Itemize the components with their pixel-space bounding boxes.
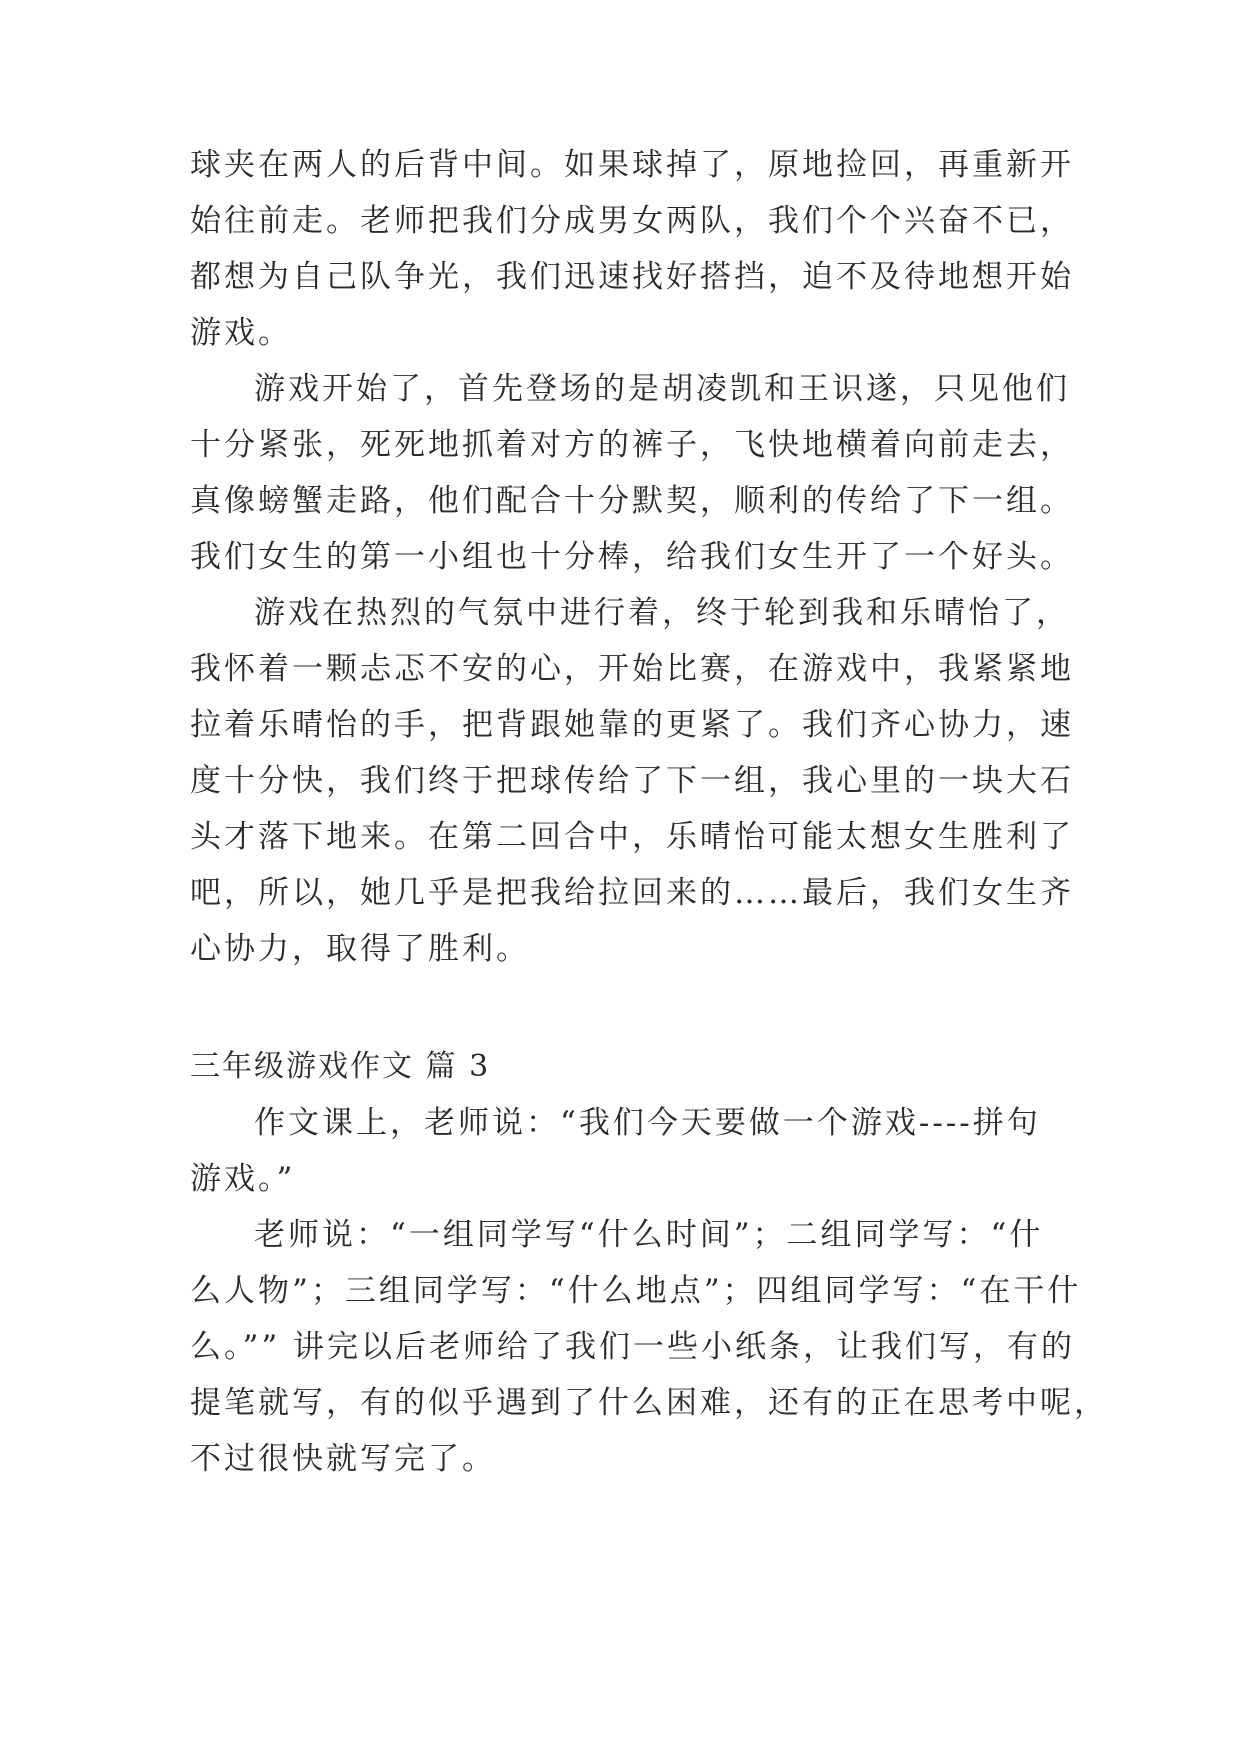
text-line: 球夹在两人的后背中间。如果球掉了，原地捡回，再重新开 — [190, 147, 1074, 183]
text-line: 真像螃蟹走路，他们配合十分默契，顺利的传给了下一组。 — [190, 483, 1074, 519]
text-line: 作文课上，老师说：“我们今天要做一个游戏----拼句 — [254, 1105, 1041, 1141]
text-line: 我怀着一颗忐忑不安的心，开始比赛，在游戏中，我紧紧地 — [190, 651, 1074, 687]
text-line: 不过很快就写完了。 — [190, 1441, 496, 1477]
text-line: 游戏。” — [190, 1161, 296, 1197]
text-line: 我们女生的第一小组也十分棒，给我们女生开了一个好头。 — [190, 539, 1074, 575]
text-line: 都想为自己队争光，我们迅速找好搭挡，迫不及待地想开始 — [190, 259, 1074, 295]
text-line: 拉着乐晴怡的手，把背跟她靠的更紧了。我们齐心协力，速 — [190, 707, 1074, 743]
text-line: 么。”” 讲完以后老师给了我们一些小纸条，让我们写，有的 — [190, 1329, 1076, 1365]
text-line: 提笔就写，有的似乎遇到了什么困难，还有的正在思考中呢， — [190, 1385, 1108, 1421]
text-line: 十分紧张，死死地抓着对方的裤子，飞快地横着向前走去， — [190, 427, 1074, 463]
text-line: 心协力，取得了胜利。 — [190, 931, 530, 967]
text-line: 么人物”；三组同学写：“什么地点”；四组同学写：“在干什 — [190, 1273, 1082, 1309]
text-line: 始往前走。老师把我们分成男女两队，我们个个兴奋不已， — [190, 203, 1074, 239]
text-line: 吧，所以，她几乎是把我给拉回来的……最后，我们女生齐 — [190, 875, 1074, 911]
text-line: 老师说：“一组同学写“什么时间”；二组同学写：“什 — [254, 1217, 1044, 1253]
text-line: 游戏开始了，首先登场的是胡凌凯和王识遂，只见他们 — [254, 371, 1070, 407]
text-line: 度十分快，我们终于把球传给了下一组，我心里的一块大石 — [190, 763, 1074, 799]
text-line: 游戏。 — [190, 315, 292, 351]
text-line: 头才落下地来。在第二回合中，乐晴怡可能太想女生胜利了 — [190, 819, 1074, 855]
text-line: 游戏在热烈的气氛中进行着，终于轮到我和乐晴怡了， — [254, 595, 1070, 631]
section-heading: 三年级游戏作文 篇 3 — [190, 1049, 491, 1084]
